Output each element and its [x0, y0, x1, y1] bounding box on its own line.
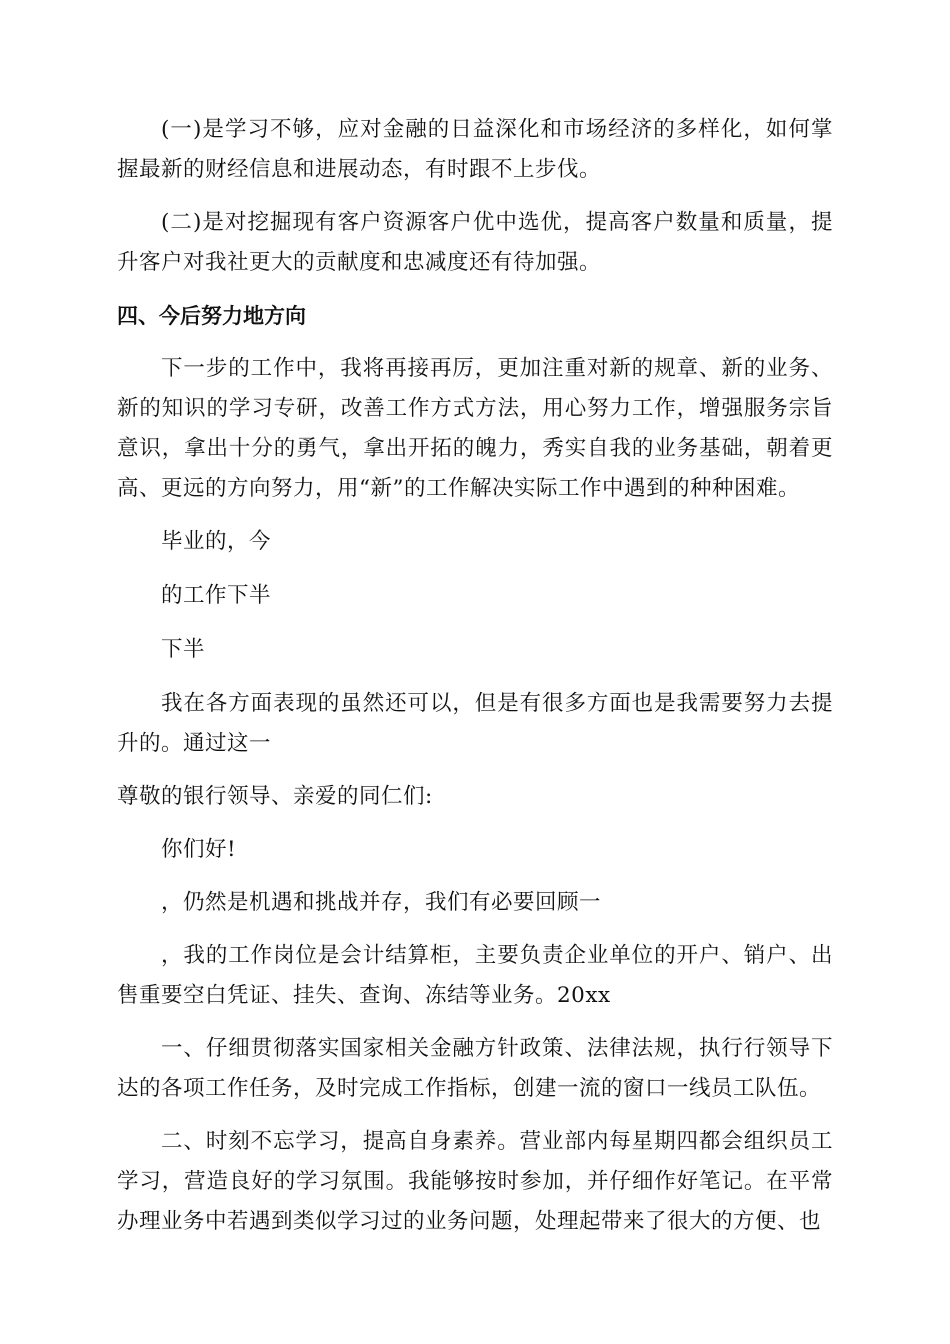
salutation: 尊敬的银行领导、亲爱的同仁们:: [117, 784, 433, 809]
paragraph-point-two: 二、时刻不忘学习，提高自身素养。营业部内每星期四都会组织员工学习，营造良好的学习氛围。我能够按时参加，并仔细作好笔记。在平常办理业务中若遇到类似学习过的业务问题，处理起带来了很大的方便、也: [117, 1129, 833, 1234]
paragraph-job-position: ，我的工作岗位是会计结算柜，主要负责企业单位的开户、销户、出售重要空白凭证、挂失、查询、冻结等业务。20xx: [117, 943, 833, 1008]
paragraph-fragment-2: 的工作下半: [161, 583, 272, 608]
document-page: [117, 110, 833, 1255]
paragraph-customer-resources: (二)是对挖掘现有客户资源客户优中选优，提高客户数量和质量，提升客户对我社更大的贡献度和忠减度还有待加强。: [117, 210, 833, 275]
paragraph-learning-gap: (一)是学习不够，应对金融的日益深化和市场经济的多样化，如何掌握最新的财经信息和进展动态，有时跟不上步伐。: [117, 117, 833, 182]
paragraph-fragment-3: 下半: [161, 637, 206, 662]
section-heading-future-direction: 四、今后努力地方向: [117, 304, 306, 328]
paragraph-point-one: 一、仔细贯彻落实国家相关金融方针政策、法律法规，执行行领导下达的各项工作任务，及时完成工作指标，创建一流的窗口一线员工队伍。: [117, 1036, 833, 1101]
paragraph-self-assessment: 我在各方面表现的虽然还可以，但是有很多方面也是我需要努力去提升的。通过这一: [117, 691, 833, 756]
greeting: 你们好!: [161, 837, 237, 862]
paragraph-opportunities: ，仍然是机遇和挑战并存，我们有必要回顾一: [161, 890, 602, 915]
paragraph-next-steps: 下一步的工作中，我将再接再厉，更加注重对新的规章、新的业务、新的知识的学习专研，改善工作方式方法，用心努力工作，增强服务宗旨意识，拿出十分的勇气，拿出开拓的魄力，秀实自我的业务基础，朝着更高、更远的方向努力，用“新”的工作解决实际工作中遇到的种种困难。: [117, 356, 833, 501]
paragraph-fragment-1: 毕业的，今: [161, 529, 272, 554]
